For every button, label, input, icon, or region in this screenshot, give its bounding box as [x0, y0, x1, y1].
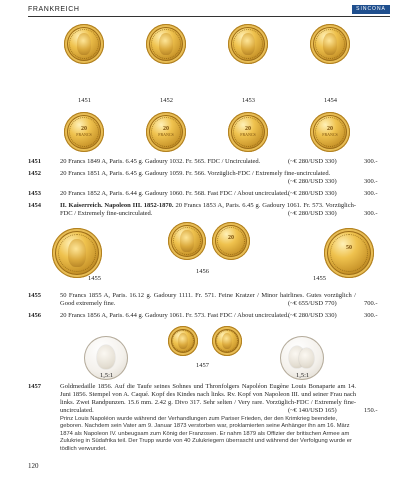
coin-1454-obverse — [310, 24, 350, 64]
lot-price-1457: 150.- — [364, 407, 378, 414]
lot-estimate-1457: (~€ 140/USD 165) — [288, 407, 337, 414]
lot-description-1453: 20 Francs 1852 A, Paris. 6.44 g. Gadoury 1060. Fr. 568. Fast FDC / About uncirculated. — [60, 190, 289, 197]
coin-caption-1455-right: 1455 — [313, 275, 326, 282]
lot-price-1454: 300.- — [364, 210, 378, 217]
scale-label-left: 1,5:1 — [100, 372, 114, 379]
lot-note-1457: Prinz Louis Napoléon wurde während der Verhandlungen zum Pariser Frieden, der den Krimkrieg beendete, geboren. Nachdem sein Vater am 9. Januar 1873 verstorben war, proklamierten seine Anhänger ihn am 16. März 1874 als Napoleon IV. unbeugsam zum König der Franzosen. Er nahm 1879 als Offizier der britischen Armee am Zulukrieg in Südafrika teil. Der Trupp wurde von 40 Zulukriegern überrascht und während der Verfolgung wurde er tödlich verwundet. — [60, 416, 352, 452]
lot-description-1455: 50 Francs 1855 A, Paris. 16.12 g. Gadoury 1111. Fr. 571. Feine Kratzer / Minor hairlines. Gutes vorzüglich / Good extremely fine. — [60, 292, 356, 307]
coin-1455-obverse — [52, 228, 102, 278]
head-icon — [241, 33, 255, 55]
head-icon — [222, 333, 233, 350]
coin-1456-reverse: 20 — [212, 222, 250, 260]
lot-number-1457: 1457 — [28, 383, 41, 390]
figure-icon — [77, 33, 91, 55]
lot-price-1452: 300.- — [364, 178, 378, 185]
child-head-icon — [97, 345, 115, 369]
medal-caption-1457: 1457 — [196, 362, 209, 369]
lot-number-1451: 1451 — [28, 158, 41, 165]
lot-heading-1454: II. Kaiserreich. Napoleon III. 1852-1870. — [60, 202, 174, 209]
double-portrait-icon — [299, 348, 314, 368]
lot-number-1454: 1454 — [28, 202, 41, 209]
coin-caption-1456: 1456 — [196, 268, 209, 275]
coin-caption-1454: 1454 — [324, 97, 337, 104]
lot-description-1456: 20 Francs 1856 A, Paris. 6.44 g. Gadoury 1061. Fr. 573. Fast FDC / About uncirculated. — [60, 312, 289, 319]
lot-price-1451: 300.- — [364, 158, 378, 165]
lot-price-1456: 300.- — [364, 312, 378, 319]
lot-estimate-1455: (~€ 655/USD 770) — [288, 300, 337, 307]
head-icon — [178, 333, 189, 350]
lot-number-1452: 1452 — [28, 170, 41, 177]
sincona-logo: SINCONA — [352, 5, 390, 14]
lot-description-1452: 20 Francs 1851 A, Paris. 6.45 g. Gadoury 1059. Fr. 566. Vorzüglich-FDC / Extremely fine-uncirculated. — [60, 170, 331, 177]
head-icon — [180, 230, 194, 251]
lot-number-1455: 1455 — [28, 292, 41, 299]
lot-price-1455: 700.- — [364, 300, 378, 307]
lot-estimate-1453: (~€ 280/USD 330) — [288, 190, 337, 197]
scale-label-right: 1,5:1 — [296, 372, 310, 379]
head-icon — [323, 33, 337, 55]
coin-1452-reverse: 20 FRANCS — [146, 112, 186, 152]
lot-estimate-1456: (~€ 280/USD 330) — [288, 312, 337, 319]
lot-price-1453: 300.- — [364, 190, 378, 197]
coin-1452-obverse — [146, 24, 186, 64]
medal-1457-reverse-small — [212, 326, 242, 356]
coin-1454-reverse: 20 FRANCS — [310, 112, 350, 152]
coin-caption-1455-left: 1455 — [88, 275, 101, 282]
lot-description-1457: Goldmedaille 1856. Auf die Taufe seines Sohnes und Thronfolgers Napoléon Eugène Louis Bonaparte am 14. Juni 1856. Stempel von A. Caqué. Kopf des Kindes nach links. Rv. Kopf von Napoleon III. und seiner Frau nach links. Zwei Randpunzen. 15.6 mm. 2.42 g. Divo 317. Sehr selten / Very rare. Vorzüglich-FDC / Extremely fine-uncirculated. — [60, 383, 356, 414]
head-icon — [159, 33, 173, 55]
coin-1455-reverse: 50 — [324, 228, 374, 278]
lot-description-1454: II. Kaiserreich. Napoleon III. 1852-1870. 20 Francs 1853 A, Paris. 6.45 g. Gadoury 1061. Fr. 573. Vorzüglich-FDC / Extremely fine-uncirculated. — [60, 202, 357, 217]
lot-number-1456: 1456 — [28, 312, 41, 319]
coin-1456-obverse — [168, 222, 206, 260]
lot-number-1453: 1453 — [28, 190, 41, 197]
coin-1451-obverse — [64, 24, 104, 64]
coin-caption-1452: 1452 — [160, 97, 173, 104]
medal-1457-obverse-small — [168, 326, 198, 356]
lot-estimate-1452: (~€ 280/USD 330) — [288, 178, 337, 185]
coin-1451-reverse: 20 FRANCS — [64, 112, 104, 152]
page-header-title: FRANKREICH — [28, 6, 80, 13]
coin-1453-reverse: 20 FRANCS — [228, 112, 268, 152]
lot-estimate-1454: (~€ 280/USD 330) — [288, 210, 337, 217]
page-number: 120 — [28, 462, 39, 470]
header-rule — [28, 16, 390, 17]
coin-caption-1451: 1451 — [78, 97, 91, 104]
lot-description-1451: 20 Francs 1849 A, Paris. 6.45 g. Gadoury 1032. Fr. 565. FDC / Uncirculated. — [60, 158, 261, 165]
coin-1453-obverse — [228, 24, 268, 64]
head-icon — [68, 239, 86, 267]
coin-caption-1453: 1453 — [242, 97, 255, 104]
lot-estimate-1451: (~€ 280/USD 330) — [288, 158, 337, 165]
